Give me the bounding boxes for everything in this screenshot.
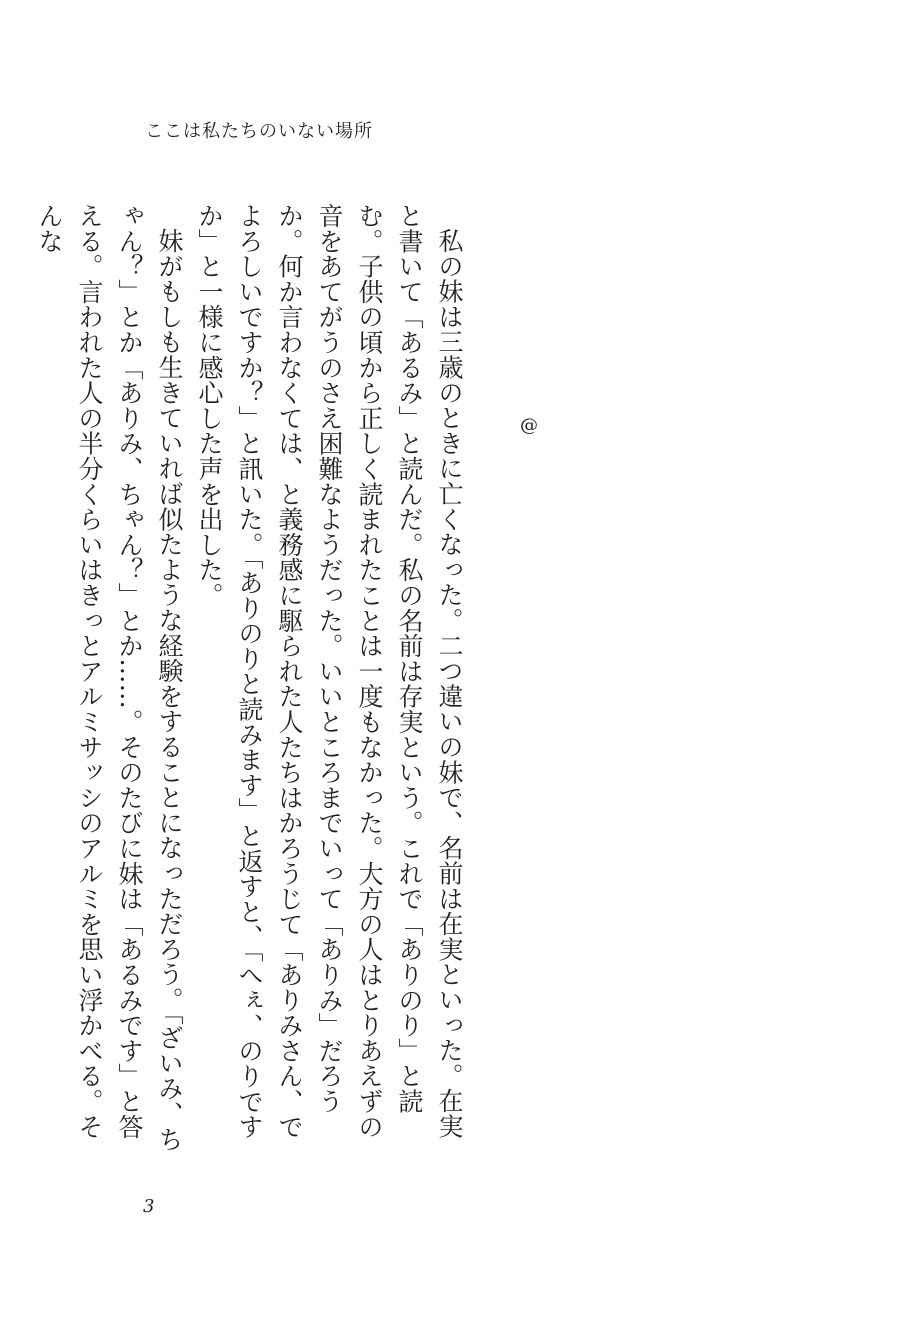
page-number: 3 — [143, 1196, 155, 1217]
at-mark: @ — [520, 415, 538, 436]
paragraph: 私の妹は三歳のときに亡くなった。二つ違いの妹で、名前は在実といった。在実と書いて「あるみ」と読んだ。私の名前は存実という。これで「ありのり」と読む。子供の頃から正しく読まれたことは一度もなかった。大方の人はとりあえずの音をあてがうのさえ困難なようだった。いいところまでいって「ありみ」だろうか。何か言わなくては、と義務感に駆られた人たちはかろうじて「ありみさん、でよろしいですか？」と訊いた。「ありのりと読みます」と返すと、「へぇ、のりですか」と一様に感心した声を出した。 — [195, 203, 464, 1140]
paragraph: 妹がもしも生きていれば似たような経験をすることになっただろう。「ざいみ、ちゃん？」とか「ありみ、ちゃん？」とか……。そのたびに妹は「あるみです」と答える。言われた人の半分くらいはきっとアルミサッシのアルミを思い浮かべる。そんな — [35, 203, 184, 1152]
running-head: ここは私たちのいない場所 — [145, 121, 373, 142]
body-text — [35, 203, 469, 1163]
